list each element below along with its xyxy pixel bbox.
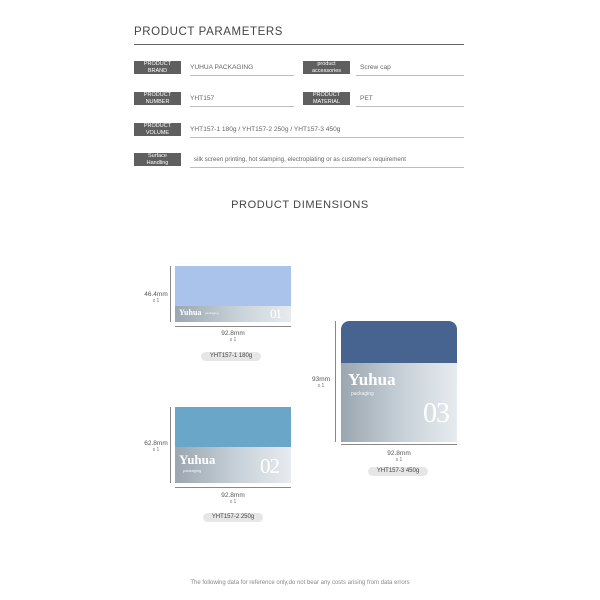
jar3-height-mult: x 1	[317, 383, 325, 389]
jar3-width-line	[341, 444, 457, 445]
jar1-number	[270, 306, 281, 322]
surface-value: silk screen printing, hot stamping, electroplating or as customer's requirement	[194, 156, 406, 163]
jar1-height-value: 46.4mm	[144, 291, 168, 298]
footer-disclaimer: The following data for reference only,do not bear any costs arising from data errors	[190, 580, 410, 586]
jar2-width-mult: x 1	[229, 499, 237, 505]
jar1-lid	[175, 266, 291, 306]
brand-tag-label: PRODUCT BRAND	[143, 61, 172, 74]
material-tag-label: PRODUCT MATERIAL	[312, 92, 341, 105]
brand-value: YUHUA PACKAGING	[190, 64, 254, 71]
volume-tag	[134, 123, 181, 136]
material-tag	[303, 92, 350, 105]
jar3-width-value: 92.8mm	[387, 450, 411, 457]
number-rule	[190, 106, 294, 107]
jar1-brand-sub: packaging	[205, 311, 219, 316]
jar3-height-value: 93mm	[311, 376, 331, 383]
jar1-brand: Yuhua	[179, 308, 202, 317]
jar3-width-mult: x 1	[395, 457, 403, 463]
brand-rule	[190, 75, 294, 76]
volume-rule	[190, 137, 464, 138]
jar1-height-line	[170, 266, 171, 322]
number-value: YHT157	[190, 95, 215, 102]
jar3-number	[423, 398, 449, 430]
jar2-number	[260, 454, 279, 479]
jar2-brand-sub: packaging	[183, 468, 202, 474]
jar3-lid	[341, 321, 457, 363]
volume-value: YHT157-1 180g / YHT157-2 250g / YHT157-3 450g	[190, 126, 341, 133]
parameters-title-rule	[134, 44, 464, 45]
jar3-number-text: 03	[423, 398, 449, 429]
jar1-height-label	[140, 291, 172, 305]
jar2-brand: Yuhua	[179, 452, 216, 467]
accessories-value: Screw cap	[360, 64, 391, 71]
jar3-model-badge: YHT157-3 450g	[368, 467, 428, 476]
parameters-title: PRODUCT PARAMETERS	[134, 26, 284, 38]
jar3-image	[341, 321, 457, 442]
material-rule	[356, 106, 464, 107]
jar3-width-label	[371, 450, 427, 464]
accessories-tag	[303, 61, 350, 74]
jar2-number-text: 02	[260, 454, 279, 478]
dimensions-title: PRODUCT DIMENSIONS	[231, 199, 369, 211]
brand-tag	[134, 61, 181, 74]
jar2-lid	[175, 407, 291, 447]
jar2-width-value: 92.8mm	[221, 492, 245, 499]
accessories-tag-label: product accessories	[311, 61, 342, 74]
volume-tag-label: PRODUCT VOLUME	[143, 123, 172, 136]
jar1-width-line	[175, 326, 291, 327]
jar2-width-label	[205, 492, 261, 506]
jar1-width-label	[205, 330, 261, 344]
jar2-model-badge: YHT157-2 250g	[203, 513, 263, 522]
jar1-height-mult: x 1	[152, 298, 160, 304]
jar1-width-value: 92.8mm	[221, 330, 245, 337]
jar3-brand-sub: packaging	[351, 391, 374, 398]
jar2-height-label	[140, 440, 172, 454]
jar1-number-text: 01	[270, 306, 281, 321]
jar3-brand: Yuhua	[348, 370, 396, 389]
surface-rule	[190, 167, 464, 168]
number-tag-label: PRODUCT NUMBER	[143, 92, 172, 105]
jar1-model-badge: YHT157-1 180g	[201, 352, 261, 361]
jar1-image	[175, 266, 291, 322]
jar2-height-mult: x 1	[152, 447, 160, 453]
jar1-width-mult: x 1	[229, 337, 237, 343]
number-tag	[134, 92, 181, 105]
jar3-height-line	[335, 321, 336, 442]
jar2-height-value: 62.8mm	[144, 440, 168, 447]
surface-tag-label: Surface Handling	[146, 153, 169, 166]
material-value: PET	[360, 95, 373, 102]
jar2-width-line	[175, 487, 291, 488]
surface-tag	[134, 153, 181, 166]
jar2-height-line	[170, 407, 171, 483]
jar2-image	[175, 407, 291, 483]
jar3-height-label	[306, 376, 336, 390]
accessories-rule	[356, 75, 464, 76]
